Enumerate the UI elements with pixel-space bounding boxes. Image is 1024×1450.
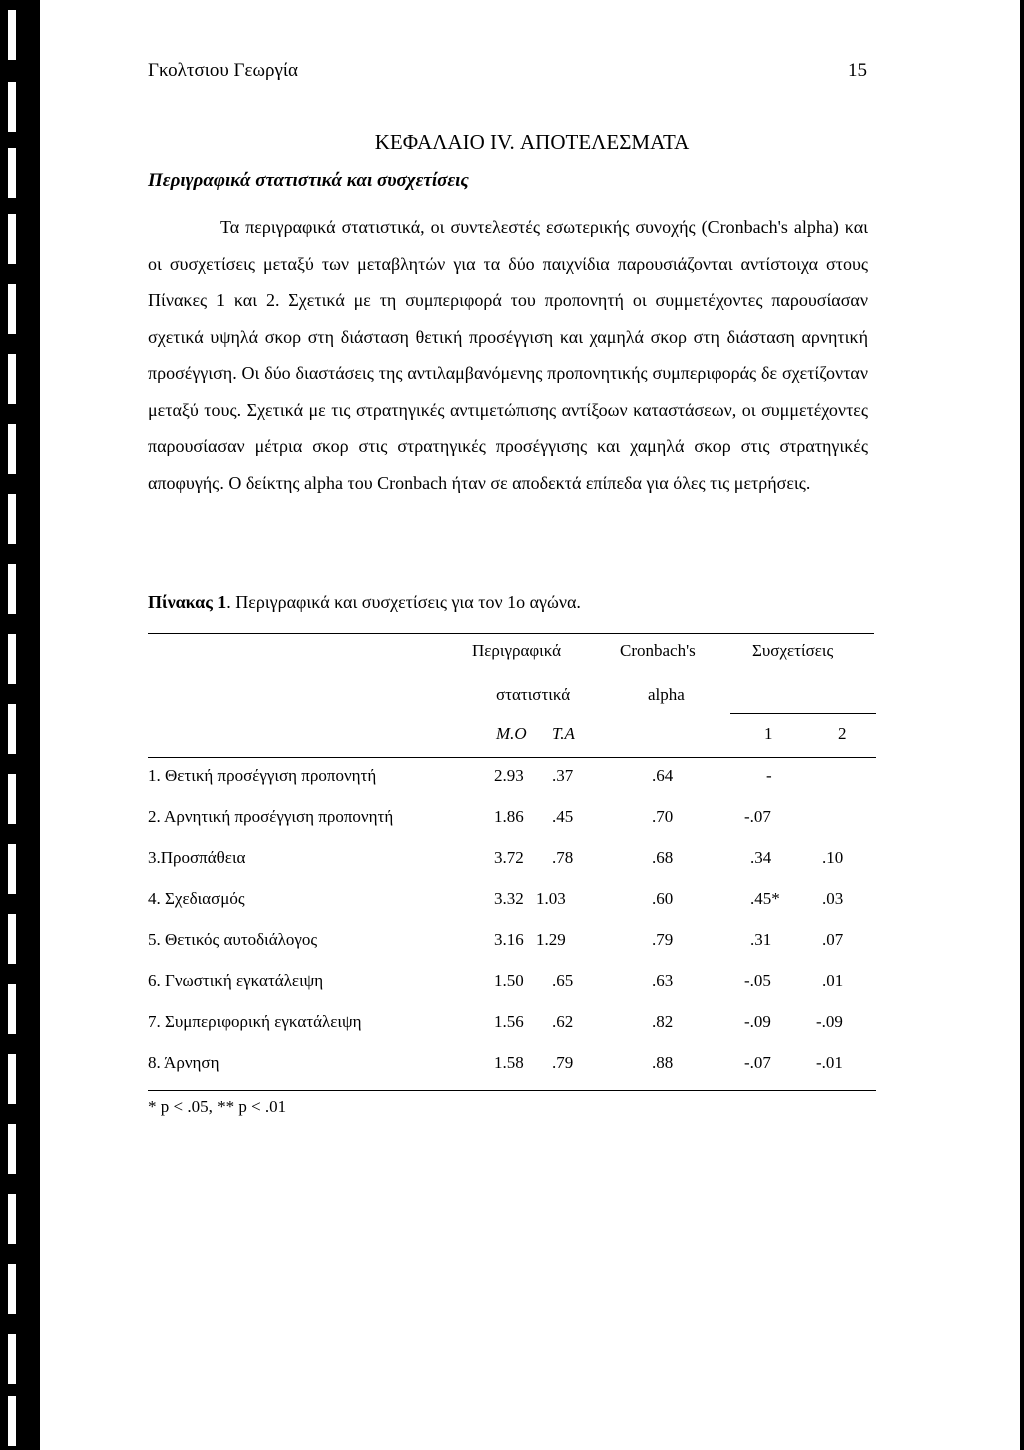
body-paragraph	[148, 209, 868, 501]
row-sd: .78	[552, 848, 574, 867]
chapter-title: ΚΕΦΑΛΑΙΟ IV. ΑΠΟΤΕΛΕΣΜΑΤΑ	[374, 130, 690, 154]
film-hole	[8, 82, 16, 132]
film-hole	[8, 214, 16, 264]
row-alpha: .60	[652, 889, 674, 908]
header-cronbach-2: alpha	[648, 685, 685, 704]
row-mean: 3.16	[494, 930, 524, 949]
header-sd: Τ.Α	[552, 724, 575, 743]
film-hole	[8, 494, 16, 544]
film-hole	[8, 1124, 16, 1174]
table-top-rule	[148, 633, 874, 634]
row-corr-1: -	[766, 766, 772, 785]
film-hole	[8, 10, 16, 60]
row-sd: .65	[552, 971, 574, 990]
film-hole	[8, 148, 16, 198]
row-label: 8. Άρνηση	[148, 1053, 220, 1072]
row-alpha: .88	[652, 1053, 674, 1072]
row-sd: .62	[552, 1012, 574, 1031]
running-header-author: Γκολτσιου Γεωργία	[148, 60, 298, 81]
film-hole	[8, 1054, 16, 1104]
row-label: 5. Θετικός αυτοδιάλογος	[148, 930, 318, 949]
film-hole	[8, 1396, 16, 1446]
row-corr-1: .45*	[750, 889, 780, 908]
row-label: 4. Σχεδιασμός	[148, 889, 245, 908]
row-sd: .37	[552, 766, 574, 785]
row-corr-1: -.07	[744, 807, 771, 826]
correlations-underline	[730, 713, 876, 714]
row-label: 6. Γνωστική εγκατάλειψη	[148, 971, 324, 990]
header-cronbach-1: Cronbach's	[620, 641, 696, 660]
table-bottom-rule	[148, 1090, 876, 1091]
header-correlations: Συσχετίσεις	[752, 641, 834, 660]
table-caption-text: . Περιγραφικά και συσχετίσεις για τον 1ο αγώνα.	[226, 592, 581, 612]
film-hole	[8, 984, 16, 1034]
table-caption-label: Πίνακας 1	[148, 592, 227, 612]
row-mean: 3.32	[494, 889, 524, 908]
row-mean: 3.72	[494, 848, 524, 867]
row-label: 1. Θετική προσέγγιση προπονητή	[148, 766, 377, 785]
film-hole	[8, 354, 16, 404]
page-edge	[1020, 0, 1024, 1450]
header-col-1: 1	[764, 724, 773, 743]
row-alpha: .63	[652, 971, 674, 990]
header-descriptives-2: στατιστικά	[496, 685, 571, 704]
film-hole	[8, 914, 16, 964]
film-hole	[8, 1194, 16, 1244]
page-number: 15	[848, 60, 867, 81]
header-mean: Μ.Ο	[496, 724, 527, 743]
row-alpha: .64	[652, 766, 674, 785]
film-hole	[8, 1334, 16, 1384]
row-corr-1: -.05	[744, 971, 771, 990]
film-hole	[8, 634, 16, 684]
header-col-2: 2	[838, 724, 847, 743]
row-alpha: .68	[652, 848, 674, 867]
film-hole	[8, 774, 16, 824]
film-hole	[8, 564, 16, 614]
row-corr-2: .10	[822, 848, 844, 867]
row-label: 3.Προσπάθεια	[148, 848, 246, 867]
row-sd: 1.03	[536, 889, 566, 908]
table-footnote: * p < .05, ** p < .01	[148, 1097, 287, 1116]
row-corr-2: -.09	[816, 1012, 843, 1031]
row-mean: 1.58	[494, 1053, 524, 1072]
row-sd: .79	[552, 1053, 574, 1072]
paragraph-text: Τα περιγραφικά στατιστικά, οι συντελεστές εσωτερικής συνοχής (Cronbach's alpha) και οι συσχετίσεις μεταξύ των μεταβλητών για τα δύο παιχνίδια παρουσιάζονται αντίστοιχα στους Πίνακες 1 και 2. Σχετικά με τη συμπεριφορά του προπονητή οι συμμετέχοντες παρουσίασαν σχετικά υψηλά σκορ στη διάσταση θετική προσέγγιση και χαμηλά σκορ στη διάσταση αρνητική προσέγγιση. Οι δύο διαστάσεις της αντιλαμβανόμενης προπονητικής συμπεριφοράς δε σχετίζονταν μεταξύ τους. Σχετικά με τις στρατηγικές αντιμετώπισης αντίξοων καταστάσεων, οι συμμετέχοντες παρουσίασαν μέτρια σκορ στις στρατηγικές προσέγγισης και χαμηλά σκορ στις στρατηγικές αποφυγής. Ο δείκτης alpha του Cronbach ήταν σε αποδεκτά επίπεδα για όλες τις μετρήσεις.	[148, 217, 868, 493]
row-corr-1: .31	[750, 930, 772, 949]
document-page	[40, 0, 1024, 1450]
section-title: Περιγραφικά στατιστικά και συσχετίσεις	[148, 170, 469, 191]
row-alpha: .70	[652, 807, 674, 826]
row-sd: .45	[552, 807, 574, 826]
row-corr-2: -.01	[816, 1053, 843, 1072]
header-bottom-rule	[148, 757, 876, 758]
film-hole	[8, 704, 16, 754]
header-descriptives-1: Περιγραφικά	[472, 641, 562, 660]
row-corr-2: .07	[822, 930, 844, 949]
row-label: 7. Συμπεριφορική εγκατάλειψη	[148, 1012, 362, 1031]
film-strip-border	[0, 0, 40, 1450]
table-caption	[148, 592, 581, 613]
row-corr-1: -.07	[744, 1053, 771, 1072]
row-label: 2. Αρνητική προσέγγιση προπονητή	[148, 807, 394, 826]
row-corr-1: .34	[750, 848, 772, 867]
row-corr-2: .03	[822, 889, 844, 908]
row-mean: 2.93	[494, 766, 524, 785]
row-corr-1: -.09	[744, 1012, 771, 1031]
row-alpha: .79	[652, 930, 674, 949]
row-mean: 1.50	[494, 971, 524, 990]
film-hole	[8, 284, 16, 334]
row-sd: 1.29	[536, 930, 566, 949]
film-hole	[8, 424, 16, 474]
row-mean: 1.86	[494, 807, 524, 826]
row-corr-2: .01	[822, 971, 844, 990]
row-alpha: .82	[652, 1012, 674, 1031]
row-mean: 1.56	[494, 1012, 524, 1031]
film-hole	[8, 1264, 16, 1314]
film-hole	[8, 844, 16, 894]
